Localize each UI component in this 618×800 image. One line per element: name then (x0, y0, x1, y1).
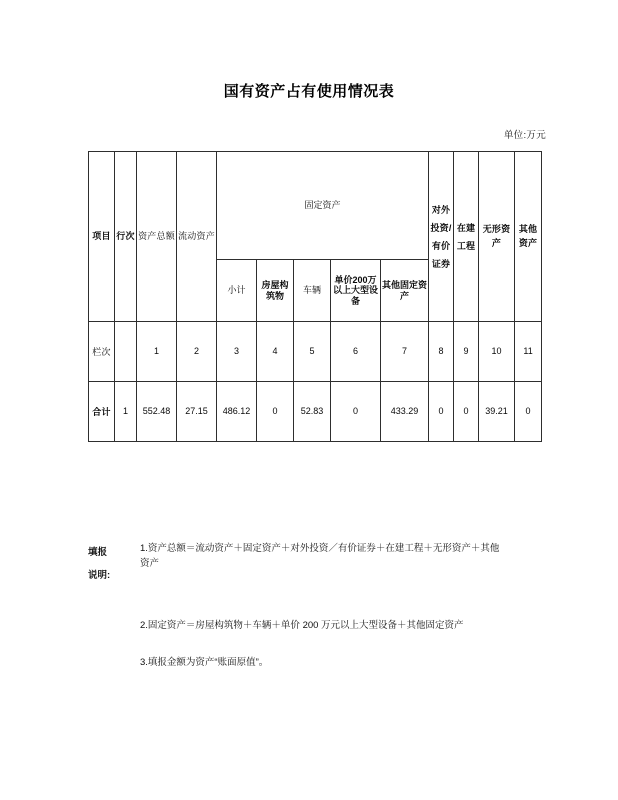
unit-note: 单位:万元 (503, 130, 546, 141)
header-large-equipment-label: 单价200万以上大型设备 (332, 274, 378, 306)
total-row-label-text: 合计 (92, 406, 111, 417)
column-number-row-label (89, 322, 115, 382)
header-construction-in-progress (454, 152, 479, 322)
column-number-4: 4 (257, 322, 294, 382)
table-row (89, 322, 542, 382)
table-header-row-1 (89, 152, 542, 260)
header-vehicles-label: 车辆 (302, 285, 321, 296)
footnote-1-line2: 资产 (140, 558, 160, 570)
header-vehicles (294, 260, 331, 322)
current-assets-value: 27.15 (177, 382, 217, 442)
column-number-10: 10 (479, 322, 515, 382)
footnote-1-line1: 1.资产总额＝流动资产＋固定资产＋对外投资／有价证券＋在建工程＋无形资产＋其他 (140, 543, 500, 554)
buildings-value: 0 (257, 382, 294, 442)
column-number-row-no (115, 322, 137, 382)
column-number-6: 6 (331, 322, 381, 382)
vehicles-value: 52.83 (294, 382, 331, 442)
footnote-label (88, 541, 140, 588)
total-row-no: 1 (115, 382, 137, 442)
footnote-2: 2.固定资产＝房屋构筑物＋车辆＋单价 200 万元以上大型设备＋其他固定资产 (140, 619, 464, 631)
construction-in-progress-value: 0 (454, 382, 479, 442)
large-equipment-value: 0 (331, 382, 381, 442)
header-other-fixed-assets-label: 其他固定资产 (382, 279, 428, 301)
header-construction-in-progress-label: 在建工程 (456, 222, 476, 251)
header-intangible-assets-label: 无形资产 (482, 224, 511, 248)
column-number-9: 9 (454, 322, 479, 382)
header-row-no-label: 行次 (116, 230, 135, 241)
header-large-equipment (331, 260, 381, 322)
header-outward-investment (429, 152, 454, 322)
header-current-assets-label: 流动资产 (178, 230, 215, 241)
outward-investment-value: 0 (429, 382, 454, 442)
asset-table-container (88, 151, 538, 442)
intangible-assets-value: 39.21 (479, 382, 515, 442)
header-total-assets-label: 资产总额 (138, 230, 175, 241)
header-total-assets (137, 152, 177, 322)
column-number-1: 1 (137, 322, 177, 382)
header-other-fixed-assets (381, 260, 429, 322)
page-title: 国有资产占有使用情况表 (223, 83, 395, 100)
header-other-assets (515, 152, 542, 322)
total-row-label (89, 382, 115, 442)
footnote-1-body (140, 541, 538, 571)
header-other-assets-label: 其他资产 (518, 224, 538, 248)
header-fixed-assets-group (217, 152, 429, 260)
footnote-label-line1: 填报 (88, 547, 108, 558)
fixed-assets-subtotal-value: 486.12 (217, 382, 257, 442)
asset-table (88, 151, 542, 442)
header-buildings (257, 260, 294, 322)
header-current-assets (177, 152, 217, 322)
footnote-1 (88, 541, 538, 588)
table-row (89, 382, 542, 442)
header-buildings-label: 房屋构筑物 (261, 279, 289, 301)
header-intangible-assets (479, 152, 515, 322)
other-assets-value: 0 (515, 382, 542, 442)
footnote-3: 3.填报金额为资产“账面原值”。 (140, 656, 269, 668)
footnote-label-line2: 说明: (88, 570, 111, 582)
header-fixed-assets-group-label: 固定资产 (304, 200, 341, 211)
column-number-7: 7 (381, 322, 429, 382)
column-number-3: 3 (217, 322, 257, 382)
column-number-5: 5 (294, 322, 331, 382)
header-row-no (115, 152, 137, 322)
header-item-label: 项目 (92, 230, 111, 241)
footnotes (88, 541, 538, 670)
header-subtotal (217, 260, 257, 322)
column-number-2: 2 (177, 322, 217, 382)
header-subtotal-label: 小计 (227, 285, 246, 296)
header-item (89, 152, 115, 322)
other-fixed-assets-value: 433.29 (381, 382, 429, 442)
column-number-row-label-text: 栏次 (92, 346, 111, 357)
total-assets-value: 552.48 (137, 382, 177, 442)
header-outward-investment-label: 对外投资/有价证券 (430, 204, 452, 269)
column-number-11: 11 (515, 322, 542, 382)
column-number-8: 8 (429, 322, 454, 382)
